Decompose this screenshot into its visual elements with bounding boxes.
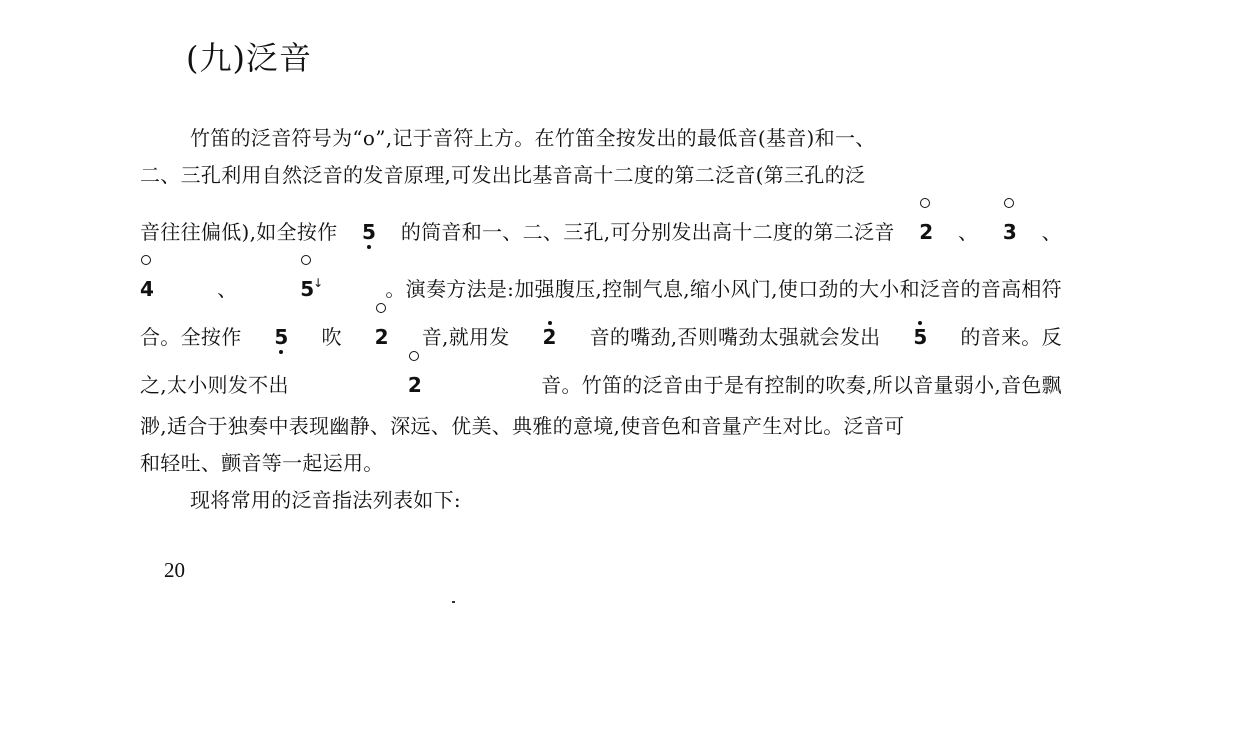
note-2-high — [542, 327, 556, 347]
note-digit: 2 — [407, 373, 423, 397]
paragraph-line-8: 和轻吐、颤音等一起运用。 — [140, 451, 384, 475]
low-octave-dot — [367, 245, 371, 249]
text-segment: 音往往偏低),如全按作 — [140, 220, 338, 244]
note-digit: 5 — [913, 325, 928, 349]
paragraph-2: 现将常用的泛音指法列表如下: — [190, 488, 461, 512]
high-octave-dot — [548, 321, 552, 325]
text-segment: 吹 — [321, 325, 342, 349]
note-digit: 5 — [274, 325, 289, 349]
down-arrow-icon: ↓ — [313, 276, 324, 290]
note-3-harmonic — [1003, 222, 1017, 242]
note-2-harmonic — [375, 327, 389, 347]
section-title: (九)泛音 — [186, 39, 312, 77]
text-segment: 音的嘴劲,否则嘴劲太强就会发出 — [589, 325, 881, 349]
low-octave-dot — [279, 350, 283, 354]
harmonic-circle-icon — [141, 255, 151, 265]
note-digit: 5 — [362, 220, 377, 244]
text-segment: 的筒音和一、二、三孔,可分别发出高十二度的第二泛音 — [400, 220, 895, 244]
note-5-high — [913, 327, 927, 347]
note-5-harmonic — [300, 276, 324, 301]
note-4-harmonic — [140, 279, 154, 299]
harmonic-circle-icon — [376, 303, 386, 313]
paragraph-line-5 — [140, 327, 1062, 347]
note-5-low — [362, 222, 376, 242]
note-2-harmonic — [408, 375, 422, 395]
page-number: 20 — [164, 558, 185, 582]
paragraph-line-7: 渺,适合于独奏中表现幽静、深远、优美、典雅的意境,使音色和音量产生对比。泛音可 — [140, 414, 905, 438]
paragraph-line-6 — [140, 375, 1062, 395]
note-digit: 4 — [140, 277, 155, 301]
note-digit: 2 — [542, 325, 557, 349]
text-segment: 。演奏方法是:加强腹压,控制气息,缩小风门,使口劲的大小和泛音的音高相符 — [385, 277, 1062, 301]
paragraph-line-4 — [140, 276, 1062, 301]
harmonic-circle-icon — [301, 255, 311, 265]
harmonic-circle-icon — [1004, 198, 1014, 208]
note-digit: 2 — [919, 220, 934, 244]
note-digit: 2 — [374, 325, 389, 349]
note-5-low — [274, 327, 288, 347]
text-segment: 音,就用发 — [421, 325, 510, 349]
separator: 、 — [958, 220, 979, 244]
text-segment: 音。竹笛的泛音由于是有控制的吹奏,所以音量弱小,音色飘 — [541, 373, 1062, 397]
note-digit: 5 — [300, 277, 315, 301]
note-digit: 3 — [1002, 220, 1018, 244]
paragraph-line-2: 二、三孔利用自然泛音的发音原理,可发出比基音高十二度的第二泛音(第三孔的泛 — [140, 163, 866, 187]
scan-speck — [452, 601, 455, 603]
harmonic-circle-icon — [409, 351, 419, 361]
text-segment: 的音来。反 — [960, 325, 1062, 349]
paragraph-line-1: 竹笛的泛音符号为“o”,记于音符上方。在竹笛全按发出的最低音(基音)和一、 — [190, 126, 876, 150]
note-2-harmonic — [919, 222, 933, 242]
text-segment: 之,太小则发不出 — [140, 373, 289, 397]
separator: 、 — [217, 277, 238, 301]
paragraph-line-3 — [140, 222, 1062, 242]
harmonic-circle-icon — [920, 198, 930, 208]
text-segment: 合。全按作 — [140, 325, 242, 349]
separator: 、 — [1041, 220, 1062, 244]
